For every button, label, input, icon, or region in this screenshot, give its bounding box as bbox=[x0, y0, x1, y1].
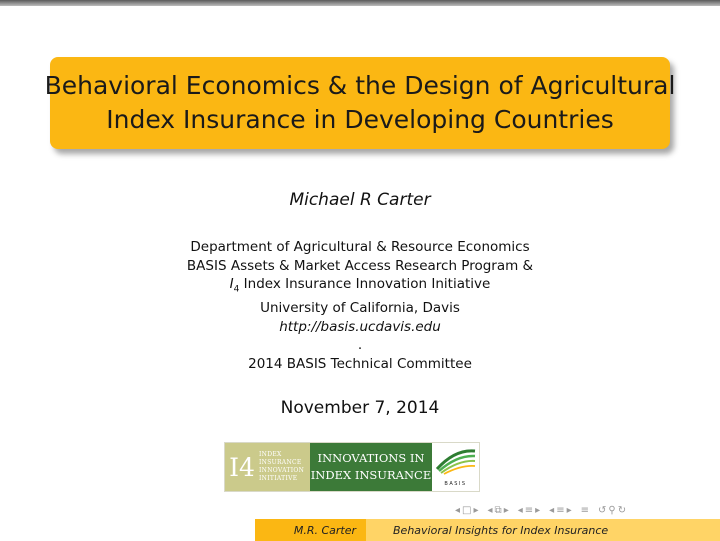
initiative-name: Index Insurance Innovation Initiative bbox=[239, 276, 491, 292]
nav-left-arrow-icon[interactable]: ◂ bbox=[487, 504, 493, 516]
initiative-i: I bbox=[229, 276, 234, 292]
affiliation-department: Department of Agricultural & Resource Economics bbox=[190, 239, 530, 255]
affiliation-url[interactable]: http://basis.ucdavis.edu bbox=[279, 318, 441, 335]
author-name: Michael R Carter bbox=[289, 190, 431, 210]
initiative-subscript: 4 bbox=[233, 284, 240, 295]
logo-main-panel bbox=[310, 443, 432, 491]
nav-left-arrow-icon[interactable]: ◂ bbox=[517, 504, 523, 516]
nav-right-arrow-icon[interactable]: ▸ bbox=[503, 504, 509, 516]
basis-swoosh-icon bbox=[435, 447, 477, 475]
logo-small-text bbox=[259, 451, 304, 483]
nav-document-group bbox=[549, 505, 571, 516]
nav-frame-group bbox=[455, 505, 479, 516]
title-line-2: Index Insurance in Developing Countries bbox=[106, 105, 614, 134]
logo-small-line: INITIATIVE bbox=[259, 475, 298, 482]
logo-small-line: INSURANCE bbox=[259, 459, 302, 466]
affiliation-initiative bbox=[0, 275, 720, 299]
nav-redo-icon[interactable]: ↻ bbox=[617, 504, 627, 516]
nav-left-arrow-icon[interactable]: ◂ bbox=[549, 504, 555, 516]
event-name: 2014 BASIS Technical Committee bbox=[248, 355, 472, 372]
nav-document-icon[interactable]: ≡ bbox=[556, 504, 565, 516]
beamer-navigation bbox=[455, 503, 632, 517]
footer-author: M.R. Carter bbox=[255, 519, 366, 541]
affiliation-block bbox=[0, 238, 720, 373]
nav-frame-icon[interactable]: □ bbox=[462, 504, 472, 516]
presentation-date: November 7, 2014 bbox=[280, 398, 440, 418]
nav-right-arrow-icon[interactable]: ▸ bbox=[566, 504, 572, 516]
nav-right-arrow-icon[interactable]: ▸ bbox=[535, 504, 541, 516]
basis-wordmark: BASIS bbox=[444, 481, 467, 487]
basis-logo bbox=[432, 443, 479, 491]
nav-right-arrow-icon[interactable]: ▸ bbox=[473, 504, 479, 516]
i4-logo bbox=[224, 442, 480, 492]
nav-section-group bbox=[518, 505, 540, 516]
nav-subsection-icon[interactable]: ⧉ bbox=[494, 504, 502, 516]
logo-small-line: INDEX bbox=[259, 451, 282, 458]
affiliation-program: BASIS Assets & Market Access Research Program & bbox=[186, 257, 534, 274]
nav-search-group bbox=[598, 505, 626, 516]
nav-search-icon[interactable]: ⚲ bbox=[608, 504, 616, 516]
top-bar bbox=[0, 0, 720, 6]
nav-appendix-group bbox=[581, 505, 589, 516]
footer-short-title: Behavioral Insights for Index Insurance bbox=[366, 519, 720, 541]
title-box bbox=[44, 57, 676, 149]
logo-i4-panel bbox=[225, 443, 310, 491]
logo-i4-mark: I4 bbox=[229, 452, 255, 482]
affiliation-university: University of California, Davis bbox=[260, 300, 460, 317]
nav-left-arrow-icon[interactable]: ◂ bbox=[455, 504, 461, 516]
separator-dot: . bbox=[357, 337, 363, 354]
logo-main-line-2: INDEX INSURANCE bbox=[310, 468, 432, 482]
footer-bar bbox=[0, 519, 720, 541]
nav-appendix-icon[interactable]: ≡ bbox=[580, 504, 590, 516]
nav-undo-icon[interactable]: ↺ bbox=[598, 504, 607, 516]
logo-main-line-1: INNOVATIONS IN bbox=[317, 451, 425, 465]
nav-section-icon[interactable]: ≡ bbox=[524, 504, 534, 516]
title-line-1: Behavioral Economics & the Design of Agricultural bbox=[44, 71, 676, 100]
logo-small-line: INNOVATION bbox=[259, 467, 305, 474]
nav-subsection-group bbox=[488, 505, 509, 516]
